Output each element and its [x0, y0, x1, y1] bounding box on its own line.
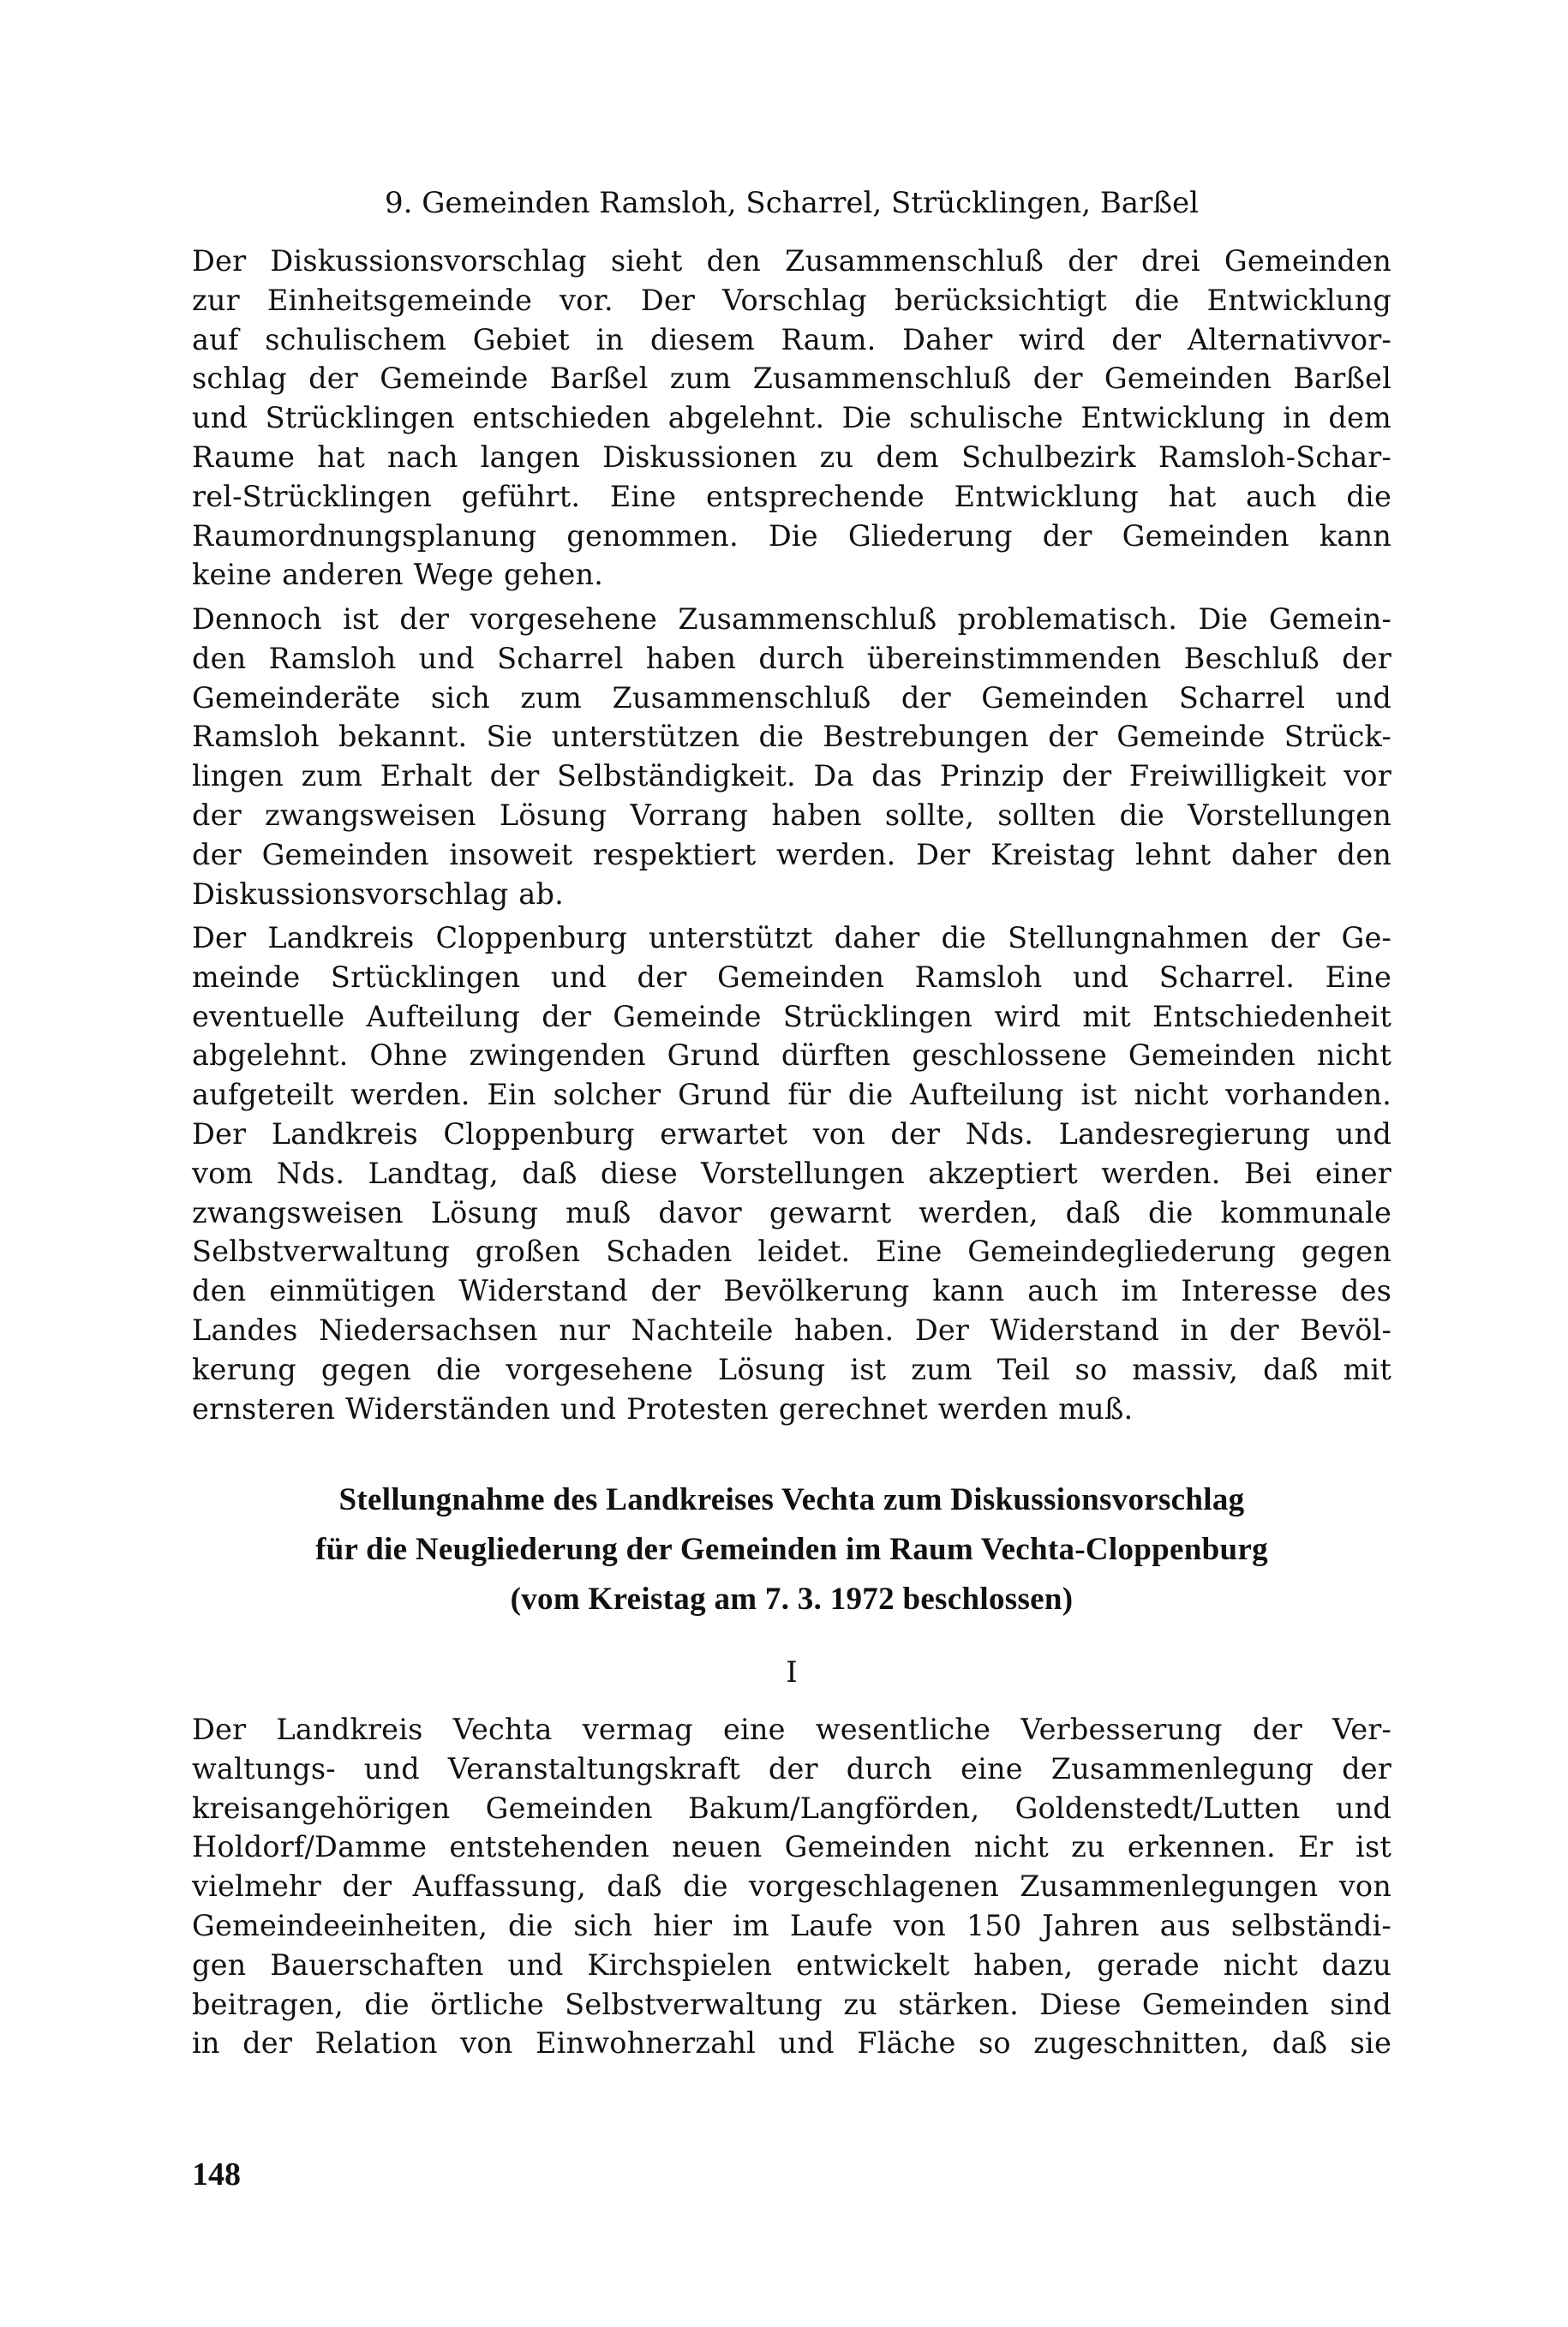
text-line: kerung gegen die vorgesehene Lösung ist zum Teil so massiv, daß mit: [192, 1352, 1391, 1386]
paragraph-2: [192, 600, 1391, 913]
text-line: beitragen, die örtliche Selbstverwaltung zu stärken. Diese Gemeinden sind: [192, 1987, 1391, 2021]
text-line: waltungs- und Veranstaltungskraft der durch eine Zusammenlegung der: [192, 1751, 1391, 1786]
statement-heading-line: Stellungnahme des Landkreises Vechta zum Diskussionsvorschlag: [338, 1482, 1245, 1517]
text-line: rel-Strücklingen geführt. Eine entsprechende Entwicklung hat auch die: [192, 479, 1391, 513]
paragraph-4: [192, 1710, 1391, 2063]
text-line: gen Bauerschaften und Kirchspielen entwickelt haben, gerade nicht dazu: [192, 1947, 1391, 1982]
text-line: Diskussionsvorschlag ab.: [192, 876, 564, 911]
text-line: den einmütigen Widerstand der Bevölkerung kann auch im Interesse des: [192, 1274, 1391, 1308]
statement-heading-line: (vom Kreistag am 7. 3. 1972 beschlossen): [510, 1582, 1074, 1617]
page-number: 148: [192, 2157, 241, 2192]
text-line: Ramsloh bekannt. Sie unterstützen die Bestrebungen der Gemeinde Strück-: [192, 720, 1391, 754]
statement-heading-line: für die Neugliederung der Gemeinden im Raum Vechta-Cloppenburg: [315, 1532, 1268, 1567]
part-label: I: [786, 1655, 798, 1690]
text-line: in der Relation von Einwohnerzahl und Fläche so zugeschnitten, daß sie: [192, 2026, 1391, 2061]
text-line: Landes Niedersachsen nur Nachteile haben. Der Widerstand in der Bevöl-: [192, 1313, 1391, 1347]
text-line: lingen zum Erhalt der Selbständigkeit. Da das Prinzip der Freiwilligkeit vor: [192, 759, 1391, 793]
statement-heading: [192, 1475, 1391, 1624]
paragraph-1: [192, 242, 1391, 595]
text-line: Gemeindeeinheiten, die sich hier im Laufe von 150 Jahren aus selbständi-: [192, 1908, 1391, 1942]
section-heading: 9. Gemeinden Ramsloh, Scharrel, Strücklingen, Barßel: [384, 186, 1200, 220]
text-line: Dennoch ist der vorgesehene Zusammenschluß problematisch. Die Gemein-: [192, 602, 1391, 636]
text-line: Holdorf/Damme entstehenden neuen Gemeinden nicht zu erkennen. Er ist: [192, 1830, 1391, 1864]
text-line: vom Nds. Landtag, daß diese Vorstellungen akzeptiert werden. Bei einer: [192, 1156, 1391, 1190]
text-line: Der Diskussionsvorschlag sieht den Zusammenschluß der drei Gemeinden: [192, 244, 1391, 278]
text-line: abgelehnt. Ohne zwingenden Grund dürften geschlossene Gemeinden nicht: [192, 1038, 1391, 1073]
text-line: meinde Srtücklingen und der Gemeinden Ramsloh und Scharrel. Eine: [192, 960, 1391, 994]
text-line: keine anderen Wege gehen.: [192, 558, 604, 592]
text-line: vielmehr der Auffassung, daß die vorgeschlagenen Zusammenlegungen von: [192, 1869, 1391, 1904]
text-line: schlag der Gemeinde Barßel zum Zusammenschluß der Gemeinden Barßel: [192, 362, 1391, 396]
text-line: Der Landkreis Cloppenburg unterstützt daher die Stellungnahmen der Ge-: [192, 921, 1391, 954]
text-line: kreisangehörigen Gemeinden Bakum/Langförden, Goldenstedt/Lutten und: [192, 1791, 1391, 1825]
text-line: Raumordnungsplanung genommen. Die Gliederung der Gemeinden kann: [192, 518, 1391, 553]
text-line: den Ramsloh und Scharrel haben durch übereinstimmenden Beschluß der: [192, 641, 1391, 675]
text-line: eventuelle Aufteilung der Gemeinde Strücklingen wird mit Entschiedenheit: [192, 999, 1391, 1033]
text-line: Gemeinderäte sich zum Zusammenschluß der Gemeinden Scharrel und: [192, 680, 1391, 715]
text-line: ernsteren Widerständen und Protesten gerechnet werden muß.: [192, 1391, 1134, 1426]
text-line: der zwangsweisen Lösung Vorrang haben sollte, sollten die Vorstellungen: [192, 798, 1391, 832]
text-line: und Strücklingen entschieden abgelehnt. Die schulische Entwicklung in dem: [192, 401, 1391, 435]
text-line: Der Landkreis Cloppenburg erwartet von der Nds. Landesregierung und: [192, 1116, 1391, 1151]
text-line: Selbstverwaltung großen Schaden leidet. Eine Gemeindegliederung gegen: [192, 1235, 1391, 1269]
text-line: Der Landkreis Vechta vermag eine wesentliche Verbesserung der Ver-: [192, 1713, 1391, 1746]
text-line: auf schulischem Gebiet in diesem Raum. Daher wird der Alternativvor-: [192, 322, 1391, 356]
text-line: der Gemeinden insoweit respektiert werden. Der Kreistag lehnt daher den: [192, 837, 1391, 871]
paragraph-3: [192, 918, 1391, 1428]
text-line: aufgeteilt werden. Ein solcher Grund für die Aufteilung ist nicht vorhanden.: [192, 1078, 1391, 1112]
text-line: zur Einheitsgemeinde vor. Der Vorschlag berücksichtigt die Entwicklung: [192, 283, 1391, 317]
text-line: Raume hat nach langen Diskussionen zu dem Schulbezirk Ramsloh-Schar-: [192, 440, 1391, 474]
text-line: zwangsweisen Lösung muß davor gewarnt werden, daß die kommunale: [192, 1195, 1391, 1229]
